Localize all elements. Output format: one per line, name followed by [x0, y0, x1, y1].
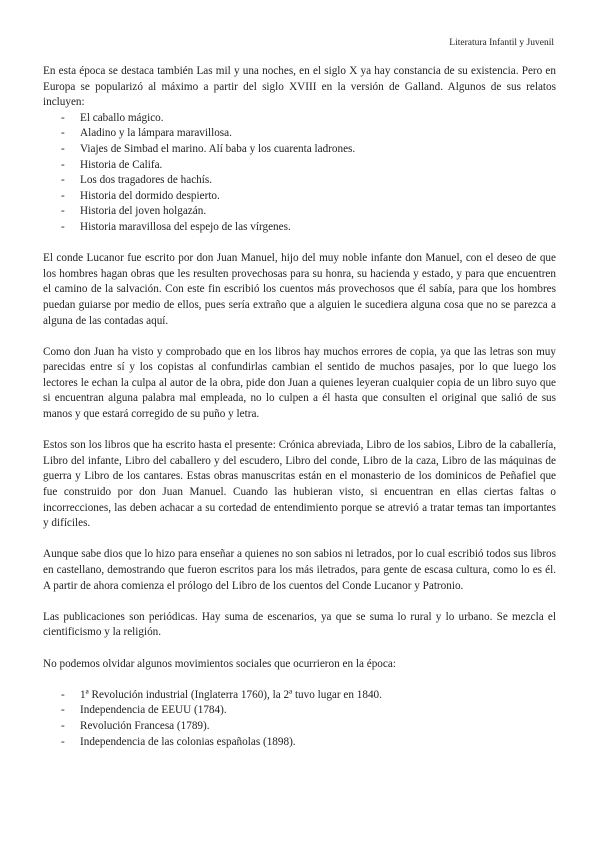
list-item: - Historia maravillosa del espejo de las vírgenes.	[43, 220, 556, 236]
list-item: - Aladino y la lámpara maravillosa.	[43, 126, 556, 142]
list-item: - El caballo mágico.	[43, 111, 556, 127]
document-body	[43, 64, 556, 750]
list-item: - Historia del joven holgazán.	[43, 204, 556, 220]
list-item: - Revolución Francesa (1789).	[43, 719, 556, 735]
paragraph-publicaciones: Las publicaciones son periódicas. Hay suma de escenarios, ya que se suma lo rural y lo urbano. Se mezcla el cientificismo y la religión.	[43, 610, 556, 639]
movimientos-list	[43, 688, 556, 750]
list-item: - Independencia de las colonias españolas (1898).	[43, 735, 556, 751]
list-item: - Historia del dormido despierto.	[43, 189, 556, 205]
list-item: - Los dos tragadores de hachís.	[43, 173, 556, 189]
list-item: - Historia de Califa.	[43, 158, 556, 174]
paragraph-movimientos: No podemos olvidar algunos movimientos sociales que ocurrieron en la época:	[43, 657, 396, 670]
paragraph-castellano: Aunque sabe dios que lo hizo para enseñar a quienes no son sabios ni letrados, por lo cual escribió todos sus libros en castellano, demostrando que fueron escritos para los más iletrados, para gente de escasa cultura, como lo es él. A partir de ahora comienza el prólogo del Libro de los cuentos del Conde Lucanor y Patronio.	[43, 548, 556, 592]
list-item: - Independencia de EEUU (1784).	[43, 703, 556, 719]
paragraph-libros: Estos son los libros que ha escrito hasta el presente: Crónica abreviada, Libro de los sabios, Libro de la caballería, Libro del infante, Libro del caballero y del escudero, Libro del conde, Libro de la caza, Libro de las máquinas de guerra y Libro de los cantares. Estas obras manuscritas están en el monasterio de los dominicos de Peñafiel que fue construido por don Juan Manuel. Cuando las hubieran visto, si encuentran en ellas ciertas faltas o incorrecciones, las deben achacar a su cortedad de entendimiento porque se atrevió a tratar temas tan importantes y difíciles.	[43, 439, 556, 530]
intro-paragraph: En esta época se destaca también Las mil y una noches, en el siglo X ya hay constancia de su existencia. Pero en Europa se popularizó al máximo a partir del siglo XVIII en la versión de Galland. Algunos de sus relatos incluyen:	[43, 65, 556, 109]
list-item: - Viajes de Simbad el marino. Alí baba y los cuarenta ladrones.	[43, 142, 556, 158]
list-item: - 1ª Revolución industrial (Inglaterra 1760), la 2ª tuvo lugar en 1840.	[43, 688, 556, 704]
paragraph-conde-lucanor: El conde Lucanor fue escrito por don Juan Manuel, hijo del muy noble infante don Manuel, con el deseo de que los hombres hagan obras que les resulten provechosas para su honra, su hacienda y estado, y para que encuentren el camino de la salvación. Con este fin escribió los cuentos más provechosos que él sabía, para que los hombres puedan guiarse por medio de ellos, pues sería extraño que a alguien le sucediera alguna cosa que no se parezca a alguna de las contadas aquí.	[43, 252, 556, 327]
paragraph-copias: Como don Juan ha visto y comprobado que en los libros hay muchos errores de copia, ya que las letras son muy parecidas entre sí y los copistas al confundirlas cambian el sentido de muchos pasajes, por lo que luego los lectores le echan la culpa al autor de la obra, pide don Juan a quienes leyeran cualquier copia de un libro suyo que si encuentran alguna palabra mal empleada, no lo culpen a él hasta que consulten el original que salió de sus manos y que estará corregido de su puño y letra.	[43, 345, 556, 421]
page-header: Literatura Infantil y Juvenil	[449, 38, 554, 48]
relatos-list	[43, 111, 556, 236]
